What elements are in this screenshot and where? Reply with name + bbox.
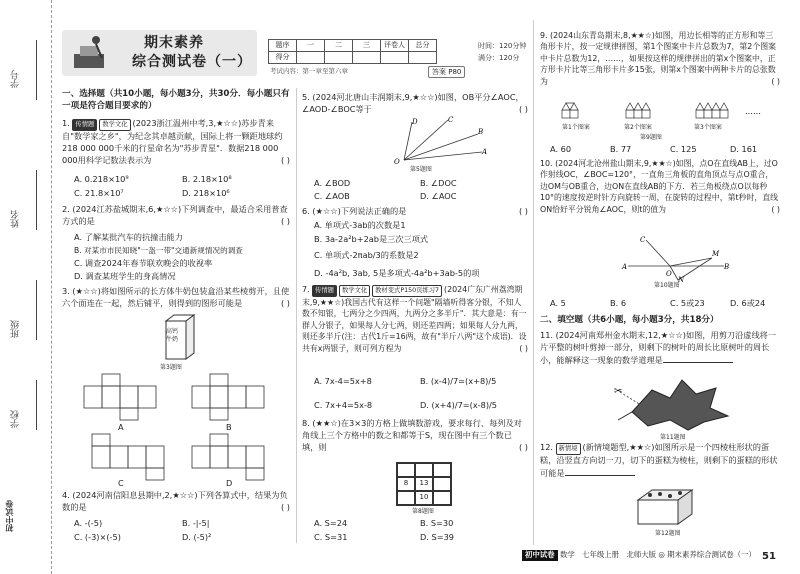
option-d[interactable]: D: [226, 478, 233, 488]
pattern-label: 第1个图案: [562, 124, 590, 131]
answer-paren[interactable]: ( ): [281, 501, 290, 512]
answer-blank[interactable]: [565, 467, 635, 476]
svg-text:O: O: [394, 158, 400, 166]
question-4: 4. (2024河南信阳息县期中,2,★☆☆)下列各算式中，结果为负数的是 ( ): [62, 490, 290, 512]
svg-text:O: O: [666, 270, 672, 278]
option-c[interactable]: C. 21.8×10⁷: [74, 188, 124, 198]
class-label: 班级: [11, 320, 21, 338]
question-text: (2024江苏盐城期末,6,★☆☆)下列调查中，最适合采用普查方式的是: [62, 204, 288, 226]
figure-caption: 第9题图: [640, 134, 662, 141]
option-b[interactable]: B. 6: [610, 298, 627, 308]
exam-scope: 考试内容：第一章至第六章: [270, 67, 348, 75]
option-a[interactable]: A. 60: [550, 144, 572, 154]
score-cell: 评卷人: [381, 40, 409, 52]
answer-paren[interactable]: ( ): [771, 204, 780, 214]
question-5: 5. (2024河北唐山丰润期末,9,★☆☆)如图，OB平分∠AOC，∠AOD-∠BOC等于 ( ): [302, 92, 528, 114]
answer-paren[interactable]: ( ): [281, 297, 290, 308]
answer-paren[interactable]: ( ): [281, 215, 290, 226]
angle-figure: [390, 116, 490, 166]
option-d[interactable]: D. (-5)²: [182, 532, 212, 542]
question-2: 2. (2024江苏盐城期末,6,★☆☆)下列调查中，最适合采用普查方式的是 ( ): [62, 204, 290, 226]
box-label: 高钙牛奶: [166, 328, 179, 343]
answer-paren[interactable]: ( ): [519, 343, 528, 353]
footer-text: 数学 七年级上册 北师大版 ◎ 期末素养综合测试卷（一）: [559, 550, 756, 559]
option-c[interactable]: C. S=31: [314, 532, 348, 542]
option-d[interactable]: D. 6或24: [730, 298, 766, 308]
option-d[interactable]: D. ∠AOC: [420, 191, 457, 201]
answer-paren[interactable]: ( ): [281, 154, 290, 165]
option-b[interactable]: B. 77: [610, 144, 632, 154]
footer-brand: 初中试卷: [522, 550, 558, 561]
question-8: 8. (★★☆)在3×3的方格上做填数游戏，要求每行、每列及对角线上三个方格中的数之和都等于S，现在图中有三个数已填，则 ( ): [302, 418, 528, 452]
question-text: (★☆☆)将如图所示的长方体牛奶包装盒沿某些棱剪开，且使六个面连在一起，然后铺平，则得到的图形可能是: [62, 286, 290, 308]
score-cell: 一: [297, 40, 325, 52]
brand-logo: 初中试卷: [5, 500, 14, 532]
option-a[interactable]: A. 了解某批汽车的抗撞击能力: [74, 232, 183, 242]
figure-caption: 第3题图: [160, 364, 182, 371]
option-a[interactable]: A. -(-5): [74, 518, 103, 528]
answer-blank[interactable]: [663, 354, 733, 363]
option-d[interactable]: D. S=39: [420, 532, 454, 542]
option-a[interactable]: A: [118, 422, 124, 432]
question-1: 1. 传情题 数学文化 (2023浙江温州中考,3,★☆☆)苏步青来自"数学家之乡"，为纪念其卓越贡献，国际上将一颗距地球约218 000 000千米的行星命名为"苏步青星"．数据218 000 000用科学记数法表示为 ( ): [62, 118, 290, 165]
option-d[interactable]: D. 调查某班学生的身高情况: [74, 271, 176, 281]
name-label: 姓名: [11, 210, 21, 228]
question-7: 7. 传情题 数学文化 教材变式P150页练习7 (2024广东广州荔湾期末,9,★★☆)我国古代有这样一个问题"隔墙听得客分银，不知人数不知银，七两分之少四两，九两分之多半斤"．其大意是：有一群人分银子，如果每人分七两，则还差四两；如果每人分九两，则还多半斤(注：古代1斤=16两，故有"半斤八两"这个成语)．设共有x两银子，则可列方程为 ( ): [302, 285, 528, 353]
score-cell: 三: [353, 40, 381, 52]
binding-strip: [0, 0, 52, 574]
option-b[interactable]: B. ∠DOC: [420, 178, 457, 188]
option-a[interactable]: A. S=24: [314, 518, 348, 528]
option-d[interactable]: D. (x+4)/7=(x-8)/5: [420, 400, 498, 410]
score-cell[interactable]: [381, 52, 409, 64]
mascot-icon: [66, 32, 126, 76]
title-line1: 期末素养: [144, 35, 204, 51]
grid-cell[interactable]: [397, 491, 415, 505]
question-text: (2024河南郑州金水期末,12,★☆☆)如图，用剪刀沿虚线将一片平整的树叶剪掉一部分，则剩下的树叶的周长比原树叶的周长小，能解释这一现象的数学道理是: [540, 330, 777, 365]
option-b[interactable]: B. 2.18×10⁸: [182, 174, 232, 184]
svg-text:D: D: [412, 118, 418, 126]
question-3: 3. (★☆☆)将如图所示的长方体牛奶包装盒沿某些棱剪开，且使六个面连在一起，然后铺平，则得到的图形可能是 ( ): [62, 286, 290, 308]
pattern-figure: [540, 98, 780, 126]
option-b[interactable]: B. 3a-2a²b+2ab是三次三项式: [314, 234, 429, 244]
svg-text:A: A: [482, 148, 488, 156]
score-cell[interactable]: [297, 52, 325, 64]
option-a[interactable]: A. 7x-4=5x+8: [314, 376, 372, 386]
option-a[interactable]: A. 0.218×10⁹: [74, 174, 129, 184]
option-a[interactable]: A. 5: [550, 298, 566, 308]
answer-paren[interactable]: ( ): [519, 206, 528, 216]
section2-title: 二、填空题（共6小题，每小题3分，共18分）: [540, 315, 719, 325]
grid-cell: 13: [415, 477, 433, 491]
option-c[interactable]: C. ∠AOB: [314, 191, 350, 201]
pattern-label: 第3个图案: [694, 124, 722, 131]
grid-cell[interactable]: [433, 463, 451, 477]
tag-badge: 新情境: [556, 443, 581, 455]
student-id-label: 学号: [11, 70, 21, 88]
option-c[interactable]: C. 调查2024年春节联欢晚会的收视率: [74, 258, 213, 268]
question-text: (2024山东青岛期末,8,★★☆)如图，用边长相等的正方形和等三角形卡片，按一定规律拼图，第1个图案中卡片总数为7，第2个图案中卡片总数为12，……，如果按这样的规律拼出的第x个图案中，正方形卡片比等三角形卡片多15张，则第x个图案中两种卡片的总张数为: [540, 31, 777, 86]
question-11: 11. (2024河南郑州金水期末,12,★☆☆)如图，用剪刀沿虚线将一片平整的树叶剪掉一部分，则剩下的树叶的周长比原树叶的周长小，能解释这一现象的数学道理是: [540, 330, 777, 365]
page-number: 51: [762, 551, 776, 562]
option-d[interactable]: D. 218×10⁶: [182, 188, 230, 198]
question-text: (新情境题型,★★☆)如图所示是一个四棱柱形状的蛋糕，沿竖直方向切一刀，切下的蛋糕为棱柱，则剩下的蛋糕的形状可能是: [540, 442, 778, 478]
svg-text:N: N: [678, 276, 685, 282]
title-line2: 综合测试卷（一）: [132, 54, 252, 70]
option-d[interactable]: D. 161: [730, 144, 758, 154]
question-text: (2024河北唐山丰润期末,9,★☆☆)如图，OB平分∠AOC，∠AOD-∠BOC等于: [302, 92, 524, 114]
question-text: (2023浙江温州中考,3,★☆☆)苏步青来自"数学家之乡"，为纪念其卓越贡献，国际上将一颗距地球约218 000 000千米的行星命名为"苏步青星"．数据218 000 000用科学记数法表示为: [62, 118, 283, 165]
net-options-figure: [62, 372, 292, 492]
tag-badge: 教材变式P150页练习7: [372, 285, 442, 297]
option-c[interactable]: C. 5或23: [670, 298, 705, 308]
section1-title: 一、选择题（共10小题，每小题3分，共30分．每小题只有一项是符合题目要求的）: [62, 89, 290, 112]
tag-badge: 传情题: [72, 119, 97, 131]
figure-caption: 第11题图: [660, 434, 686, 441]
score-table: [268, 39, 437, 64]
time-limit: 时间：120分钟: [478, 42, 527, 50]
pattern-label: 第2个图案: [624, 124, 652, 131]
option-c[interactable]: C. 125: [670, 144, 697, 154]
answer-paren[interactable]: ( ): [519, 441, 528, 452]
option-c[interactable]: C: [118, 478, 124, 488]
option-b[interactable]: B. 对某市市民知晓"一盔一带"交通新规情况的调查: [74, 246, 243, 255]
score-cell: 得分: [269, 52, 297, 64]
svg-text:B: B: [478, 128, 484, 136]
option-b[interactable]: B. (x-4)/7=(x+8)/5: [420, 376, 497, 386]
score-cell[interactable]: [409, 52, 437, 64]
rotation-figure: [620, 236, 730, 282]
page-footer: [522, 550, 772, 564]
figure-caption: 第8题图: [412, 508, 434, 515]
figure-caption: 第5题图: [410, 166, 432, 173]
svg-text:✂: ✂: [614, 386, 623, 397]
option-d[interactable]: D. -4a²b, 3ab, 5是多项式-4a²b+3ab-5的项: [314, 268, 480, 278]
score-cell: 题序: [269, 40, 297, 52]
option-c[interactable]: C. 7x+4=5x-8: [314, 400, 373, 410]
question-12: 12. 新情境 (新情境题型,★★☆)如图所示是一个四棱柱形状的蛋糕，沿竖直方向切一刀，切下的蛋糕为棱柱，则剩下的蛋糕的形状可能是: [540, 442, 778, 478]
option-c[interactable]: C. (-3)×(-5): [74, 532, 121, 542]
question-text: (★★☆)在3×3的方格上做填数游戏，要求每行、每列及对角线上三个方格中的数之和都等于S，现在图中有三个数已填，则: [302, 418, 522, 452]
answer-paren[interactable]: ( ): [519, 103, 528, 114]
option-b[interactable]: B. S=30: [420, 518, 454, 528]
school-label: 学校: [11, 410, 21, 428]
svg-text:C: C: [448, 116, 454, 124]
title-banner: [62, 30, 257, 76]
grid-cell[interactable]: [433, 491, 451, 505]
tag-badge: 传情题: [312, 285, 337, 297]
grid-cell[interactable]: [415, 463, 433, 477]
option-a[interactable]: A. ∠BOD: [314, 178, 351, 188]
answer-paren[interactable]: ( ): [771, 76, 780, 86]
question-text: (2024广东广州荔湾期末,9,★★☆)我国古代有这样一个问题"隔墙听得客分银，不知人数不知银，七两分之少四两，九两分之多半斤"．其大意是：有一群人分银子，如果每人分七两，则还差四两；如果每人分九两，则还多半斤(注：古代1斤=16两，故有"半斤八两"这个成语)．设共有x两银子，则可列方程为: [302, 285, 527, 353]
grid-cell[interactable]: [397, 463, 415, 477]
svg-text:B: B: [724, 263, 730, 271]
cake-figure: [630, 486, 700, 530]
magic-square-grid: [396, 462, 452, 506]
question-text: (2024河北沧州盐山期末,9,★★☆)如图，点O在直线AB上，过O作射线OC，∠BOC=120°，一直角三角板的直角顶点与点O重合，边OM与OB重合，边ON在直线AB的下方．若三角板绕点O以每秒10°的速度按逆时针方向旋转一周，在旋转的过程中，第t秒时，直线ON恰好平分锐角∠AOC，则t的值为: [540, 159, 779, 214]
svg-text:A: A: [622, 263, 628, 271]
tag-badge: 数学文化: [339, 285, 370, 297]
question-10: 10. (2024河北沧州盐山期末,9,★★☆)如图，点O在直线AB上，过O作射线OC，∠BOC=120°，一直角三角板的直角顶点与点O重合，边OM与OB重合，边ON在直线AB的下方．若三角板绕点O以每秒10°的速度按逆时针方向旋转一周，在旋转的过程中，第t秒时，直线ON恰好平分锐角∠AOC，则t的值为 ( ): [540, 159, 780, 214]
question-text: (★☆☆)下列说法正确的是: [312, 206, 407, 216]
option-a[interactable]: A. 单项式-3ab的次数是1: [314, 220, 406, 230]
grid-cell[interactable]: [433, 477, 451, 491]
score-cell[interactable]: [353, 52, 381, 64]
svg-text:C: C: [640, 236, 646, 244]
question-text: (2024河南信阳息县期中,2,★☆☆)下列各算式中，结果为负数的是: [62, 490, 288, 512]
option-c[interactable]: C. 单项式-2πab/3的系数是2: [314, 250, 419, 260]
grid-cell: 10: [415, 491, 433, 505]
figure-caption: 第10题图: [654, 282, 680, 289]
question-6: 6. (★☆☆)下列说法正确的是 ( ): [302, 206, 528, 216]
full-score: 满分：120分: [478, 54, 520, 62]
score-cell: 总分: [409, 40, 437, 52]
figure-caption: 第12题图: [655, 530, 681, 537]
option-b[interactable]: B: [226, 422, 232, 432]
svg-text:……: ……: [745, 107, 761, 116]
grid-cell: 8: [397, 477, 415, 491]
score-cell: 二: [325, 40, 353, 52]
tag-badge: 数学文化: [99, 119, 130, 131]
score-cell[interactable]: [325, 52, 353, 64]
answer-reference: 答案 P80: [428, 66, 465, 78]
option-b[interactable]: B. -|-5|: [182, 518, 210, 528]
svg-text:M: M: [712, 250, 720, 258]
question-9: 9. (2024山东青岛期末,8,★★☆)如图，用边长相等的正方形和等三角形卡片，按一定规律拼图，第1个图案中卡片总数为7，第2个图案中卡片总数为12，……，如果按这样的规律拼出的第x个图案中，正方形卡片比等三角形卡片多15张，则第x个图案中两种卡片的总张数为 ( ): [540, 31, 780, 86]
leaf-figure: [612, 372, 742, 434]
